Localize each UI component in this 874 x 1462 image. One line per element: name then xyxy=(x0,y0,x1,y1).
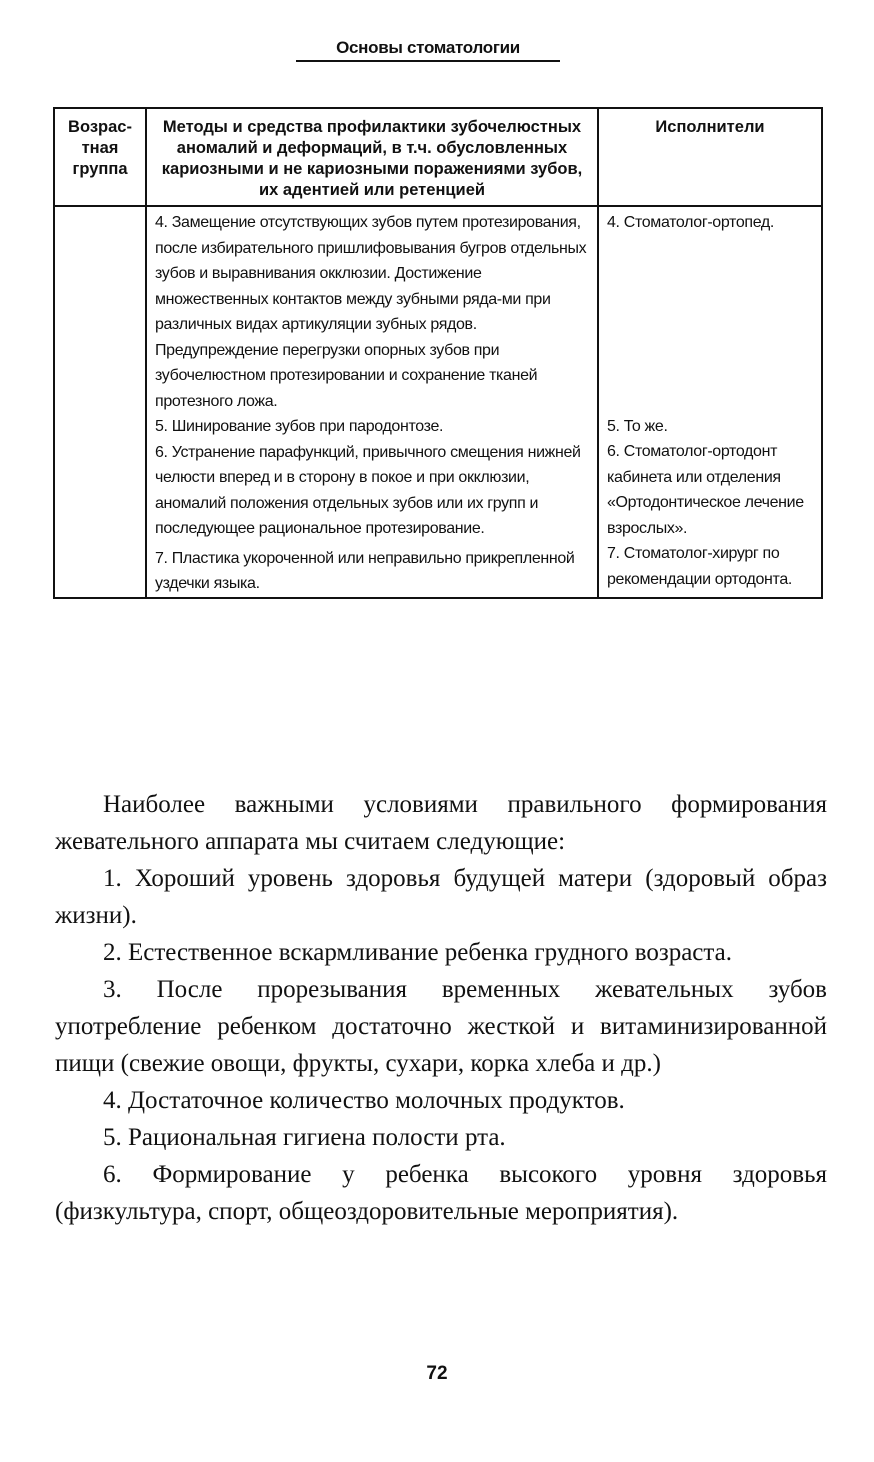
body-paragraph-5: 5. Рациональная гигиена полости рта. xyxy=(103,1124,506,1151)
executor-item-4: 4. Стоматолог-ортопед. xyxy=(607,214,774,231)
executor-item-5: 5. То же. xyxy=(607,417,668,435)
executors-cell xyxy=(598,206,822,598)
body-text xyxy=(55,786,827,1230)
table-header-row xyxy=(54,108,822,206)
age-group-cell xyxy=(54,206,146,598)
method-item-7: 7. Пластика укороченной или неправильно прикрепленной уздечки языка. xyxy=(155,549,575,592)
body-paragraph-3: 3. После прорезывания временных жевательных зубов употребление ребенком достаточно жесткой и витаминизированной пищи (свежие овощи, фрукты, сухари, корка хлеба и др.) xyxy=(55,976,827,1077)
method-item-6: 6. Устранение парафункций, привычного смещения нижней челюсти вперед и в сторону в покое и при окклюзии, аномалий положения отдельных зубов или их групп и последующее рациональное протезирование. xyxy=(155,443,581,537)
table-row xyxy=(54,206,822,598)
executor-item-6: 6. Стоматолог-ортодонт кабинета или отделения «Ортодонтическое лечение взрослых». xyxy=(607,443,804,537)
page-number: 72 xyxy=(426,1363,448,1384)
body-paragraph-2: 2. Естественное вскармливание ребенка грудного возраста. xyxy=(103,939,732,966)
method-item-4: 4. Замещение отсутствующих зубов путем протезирования, после избирательного пришлифовывания бугров отдельных зубов и выравнивания окклюзии. Достижение множественных контактов между зубными ряда-ми при различных видах артикуляции зубных рядов. Предупреждение перегрузки опорных зубов при зубочелюстном протезировании и сохранение тканей протезного ложа. xyxy=(155,214,587,410)
header-executors: Исполнители xyxy=(598,108,822,206)
methods-cell xyxy=(146,206,598,598)
header-age-group: Возрас- тная группа xyxy=(54,108,146,206)
body-paragraph-4: 4. Достаточное количество молочных продуктов. xyxy=(103,1087,625,1114)
body-paragraph-intro: Наиболее важными условиями правильного формирования жевательного аппарата мы считаем следующие: xyxy=(55,791,827,855)
body-paragraph-6: 6. Формирование у ребенка высокого уровня здоровья (физкультура, спорт, общеоздоровительные мероприятия). xyxy=(55,1161,827,1225)
header-methods: Методы и средства профилактики зубочелюстных аномалий и деформаций, в т.ч. обусловленных кариозными и не кариозными поражениями зубов, их адентией или ретенцией xyxy=(146,108,598,206)
method-item-5: 5. Шинирование зубов при пародонтозе. xyxy=(155,418,444,435)
running-head: Основы стоматологии xyxy=(296,38,560,62)
prevention-table xyxy=(53,107,823,599)
body-paragraph-1: 1. Хороший уровень здоровья будущей матери (здоровый образ жизни). xyxy=(55,865,827,929)
executor-item-7: 7. Стоматолог-хирург по рекомендации ортодонта. xyxy=(607,545,792,588)
